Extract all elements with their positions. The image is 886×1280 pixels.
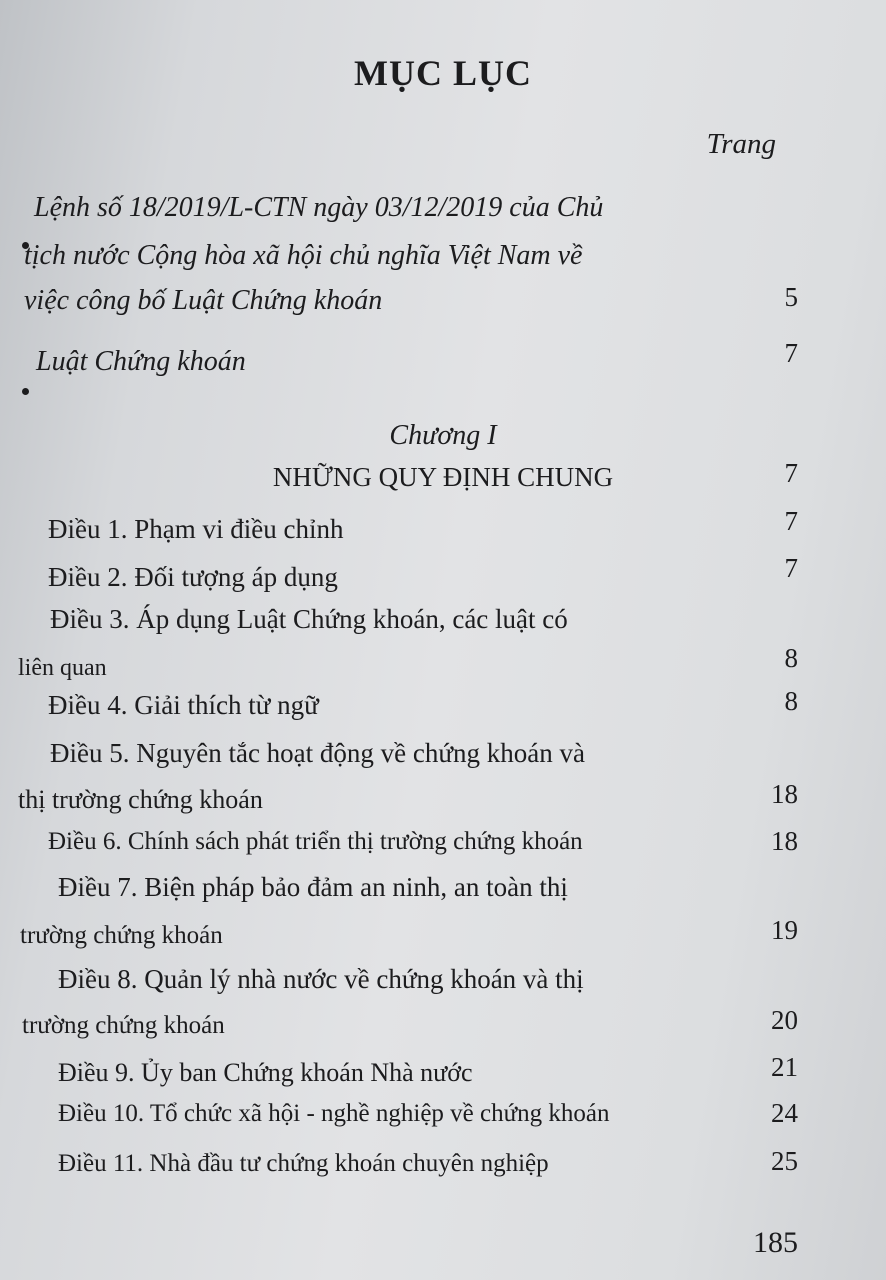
page-column-header: Trang <box>706 128 776 160</box>
toc-page: 19 <box>771 915 798 945</box>
toc-entry: Điều 10. Tổ chức xã hội - nghề nghiệp về chứng khoán <box>58 1100 610 1127</box>
toc-entry: Điều 3. Áp dụng Luật Chứng khoán, các luật có <box>50 604 568 634</box>
front-matter-page: 7 <box>784 338 798 368</box>
bullet-icon <box>22 388 29 395</box>
toc-page: 20 <box>771 1005 798 1035</box>
toc-entry: Điều 1. Phạm vi điều chỉnh <box>48 514 344 544</box>
toc-page: 8 <box>784 643 798 673</box>
toc-entry: Điều 11. Nhà đầu tư chứng khoán chuyên nghiệp <box>58 1150 549 1177</box>
toc-page: 18 <box>771 826 798 856</box>
page-number: 185 <box>753 1226 798 1259</box>
chapter-page: 7 <box>784 458 798 488</box>
chapter-label: Chương I <box>389 420 497 451</box>
front-matter-line: Lệnh số 18/2019/L-CTN ngày 03/12/2019 của Chủ <box>34 192 604 223</box>
front-matter-page: 5 <box>784 282 798 312</box>
toc-entry-continuation: trường chứng khoán <box>22 1012 225 1039</box>
front-matter-line: việc công bố Luật Chứng khoán <box>24 285 383 316</box>
toc-entry: Điều 7. Biện pháp bảo đảm an ninh, an toàn thị <box>58 872 568 902</box>
toc-page: 8 <box>784 686 798 716</box>
toc-entry: Điều 8. Quản lý nhà nước về chứng khoán và thị <box>58 964 584 994</box>
front-matter-line: tịch nước Cộng hòa xã hội chủ nghĩa Việt Nam về <box>24 240 583 271</box>
toc-entry: Điều 6. Chính sách phát triển thị trường chứng khoán <box>48 828 583 855</box>
front-matter-line: Luật Chứng khoán <box>36 346 246 377</box>
toc-entry: Điều 4. Giải thích từ ngữ <box>48 690 319 720</box>
toc-page: 7 <box>784 553 798 583</box>
toc-entry: Điều 2. Đối tượng áp dụng <box>48 562 338 592</box>
toc-entry: Điều 5. Nguyên tắc hoạt động về chứng khoán và <box>50 738 585 768</box>
toc-page: 24 <box>771 1098 798 1128</box>
toc-entry: Điều 9. Ủy ban Chứng khoán Nhà nước <box>58 1058 473 1087</box>
toc-page: 7 <box>784 506 798 536</box>
toc-page: 21 <box>771 1052 798 1082</box>
toc-page: 18 <box>771 779 798 809</box>
toc-entry-continuation: thị trường chứng khoán <box>18 785 263 814</box>
toc-entry-continuation: trường chứng khoán <box>20 922 223 949</box>
toc-entry-continuation: liên quan <box>18 655 107 681</box>
toc-page: 25 <box>771 1146 798 1176</box>
chapter-title: NHỮNG QUY ĐỊNH CHUNG <box>272 462 614 492</box>
toc-title: MỤC LỤC <box>354 53 532 93</box>
